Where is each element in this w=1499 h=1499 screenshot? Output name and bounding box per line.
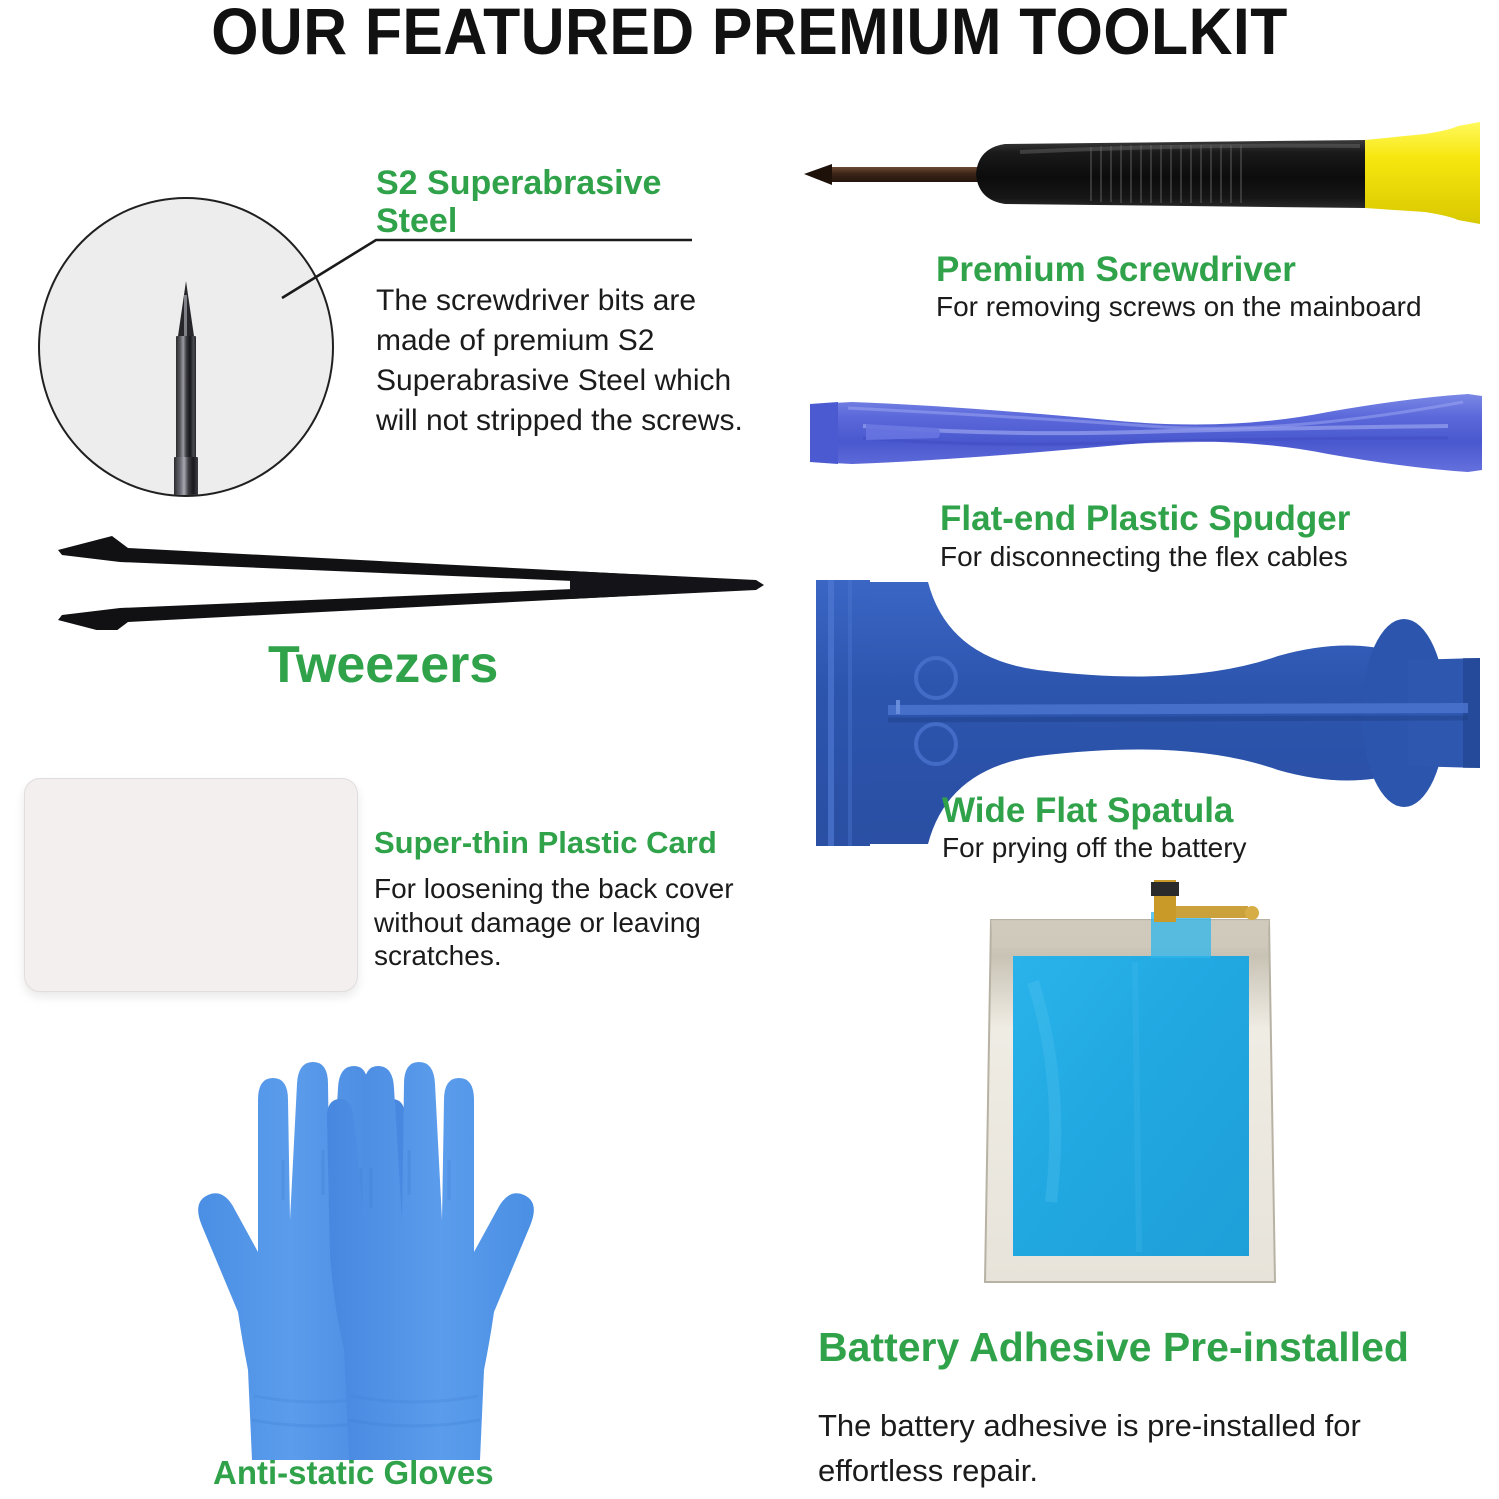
plastic-card-heading: Super-thin Plastic Card [374, 825, 717, 860]
battery-heading: Battery Adhesive Pre-installed [818, 1324, 1409, 1370]
spudger-body-text: For disconnecting the flex cables [940, 541, 1348, 572]
plastic-card-body: For loosening the back cover without damage or leaving scratches. [374, 873, 734, 972]
battery-top-seal [991, 920, 1269, 948]
gloves-label: Anti-static Gloves [213, 1454, 494, 1491]
battery-body-text: The battery adhesive is pre-installed for effortless repair. [818, 1408, 1361, 1488]
tweezers-label: Tweezers [268, 636, 499, 694]
spudger-image [808, 390, 1488, 476]
screwdriver-bit-icon [173, 281, 199, 496]
screwdriver-body: For removing screws on the mainboard [936, 291, 1422, 322]
tweezers-image [40, 522, 770, 630]
screwdriver-tip [804, 164, 832, 185]
screwdriver-shaft [830, 167, 980, 182]
bit-collar [174, 457, 198, 497]
spudger-flat-end [810, 402, 838, 464]
page-title: OUR FEATURED PREMIUM TOOLKIT [211, 0, 1288, 68]
battery-image [955, 872, 1305, 1292]
screwdriver-image [790, 118, 1490, 228]
spudger-heading: Flat-end Plastic Spudger [940, 499, 1351, 538]
battery-connector-pad [1245, 906, 1259, 920]
screwdriver-swivel-cap [1365, 122, 1480, 224]
spatula-heading: Wide Flat Spatula [942, 791, 1234, 830]
spatula-ridge [888, 708, 1468, 710]
spatula-body-text: For prying off the battery [942, 832, 1247, 863]
spatula-blade [816, 580, 870, 846]
bit-tip-highlight [184, 295, 187, 341]
s2-steel-body: The screwdriver bits are made of premium S2 Superabrasive Steel which will not stripped the screws. [376, 284, 743, 437]
s2-steel-heading: S2 Superabrasive Steel [376, 164, 662, 241]
battery-connector-ribbon [1176, 906, 1248, 918]
anti-static-gloves-image [140, 1040, 592, 1460]
plastic-card-image [24, 778, 358, 992]
battery-adhesive-film [1013, 956, 1249, 1256]
battery-connector-contacts [1151, 882, 1179, 896]
screwdriver-heading: Premium Screwdriver [936, 250, 1296, 289]
